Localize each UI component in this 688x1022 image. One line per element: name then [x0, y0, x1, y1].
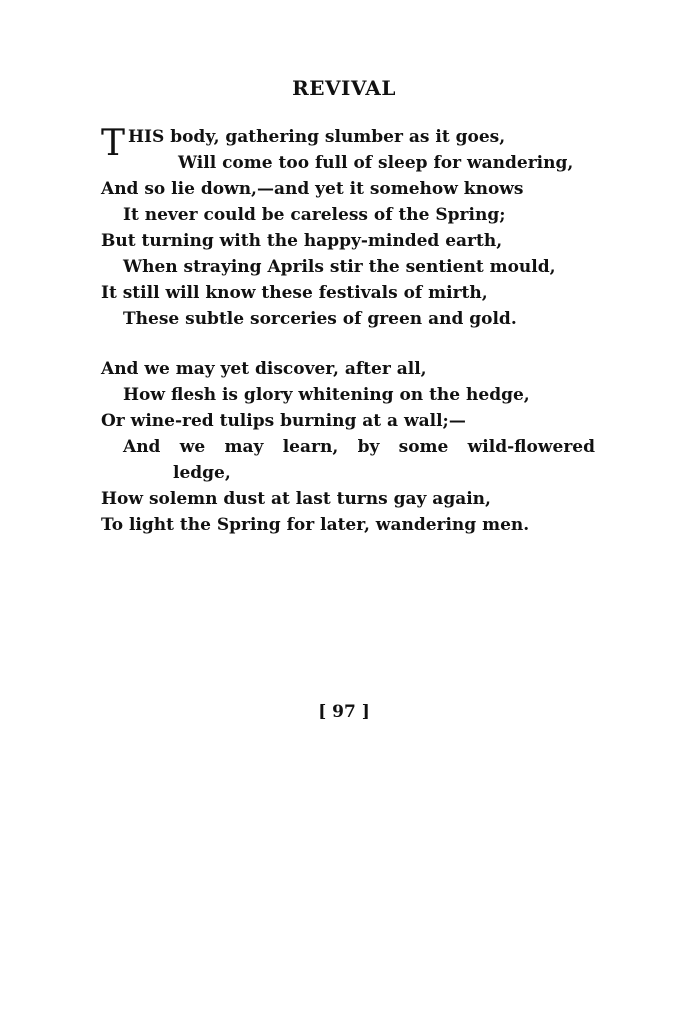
- poem-line-14: To light the Spring for later, wandering men.: [101, 515, 530, 535]
- poem-line-12: [101, 434, 595, 460]
- poem-line-11: Or wine-red tulips burning at a wall;—: [101, 411, 466, 431]
- word: may: [224, 437, 264, 457]
- poem-line-3: And so lie down,—and yet it somehow knows: [101, 179, 524, 199]
- poem-line-12-continuation: ledge,: [173, 463, 231, 483]
- poem-line-4: It never could be careless of the Spring;: [123, 205, 506, 225]
- stanza-2: [101, 356, 621, 538]
- poem-body: [101, 124, 621, 538]
- word: wild-flowered: [467, 437, 595, 457]
- poem-title: REVIVAL: [292, 76, 396, 100]
- poem-line-5: But turning with the happy-minded earth,: [101, 231, 503, 251]
- poem-line-13: How solemn dust at last turns gay again,: [101, 489, 491, 509]
- poem-line-8: These subtle sorceries of green and gold.: [123, 309, 517, 329]
- word: learn,: [282, 437, 339, 457]
- first-line-text: HIS body, gathering slumber as it goes,: [128, 127, 506, 147]
- word: some: [398, 437, 449, 457]
- word: And: [123, 437, 161, 457]
- poem-line-6: When straying Aprils stir the sentient mould,: [123, 257, 556, 277]
- poem-line-2: Will come too full of sleep for wandering,: [178, 153, 574, 173]
- page-number: [ 97 ]: [318, 702, 370, 722]
- stanza-1: [101, 124, 621, 332]
- poem-line-7: It still will know these festivals of mirth,: [101, 283, 488, 303]
- stanza-break: [101, 332, 621, 356]
- word: we: [179, 437, 206, 457]
- drop-cap: T: [101, 123, 126, 164]
- poem-line-9: And we may yet discover, after all,: [101, 359, 427, 379]
- word: by: [357, 437, 380, 457]
- poem-line-10: How flesh is glory whitening on the hedge,: [123, 385, 530, 405]
